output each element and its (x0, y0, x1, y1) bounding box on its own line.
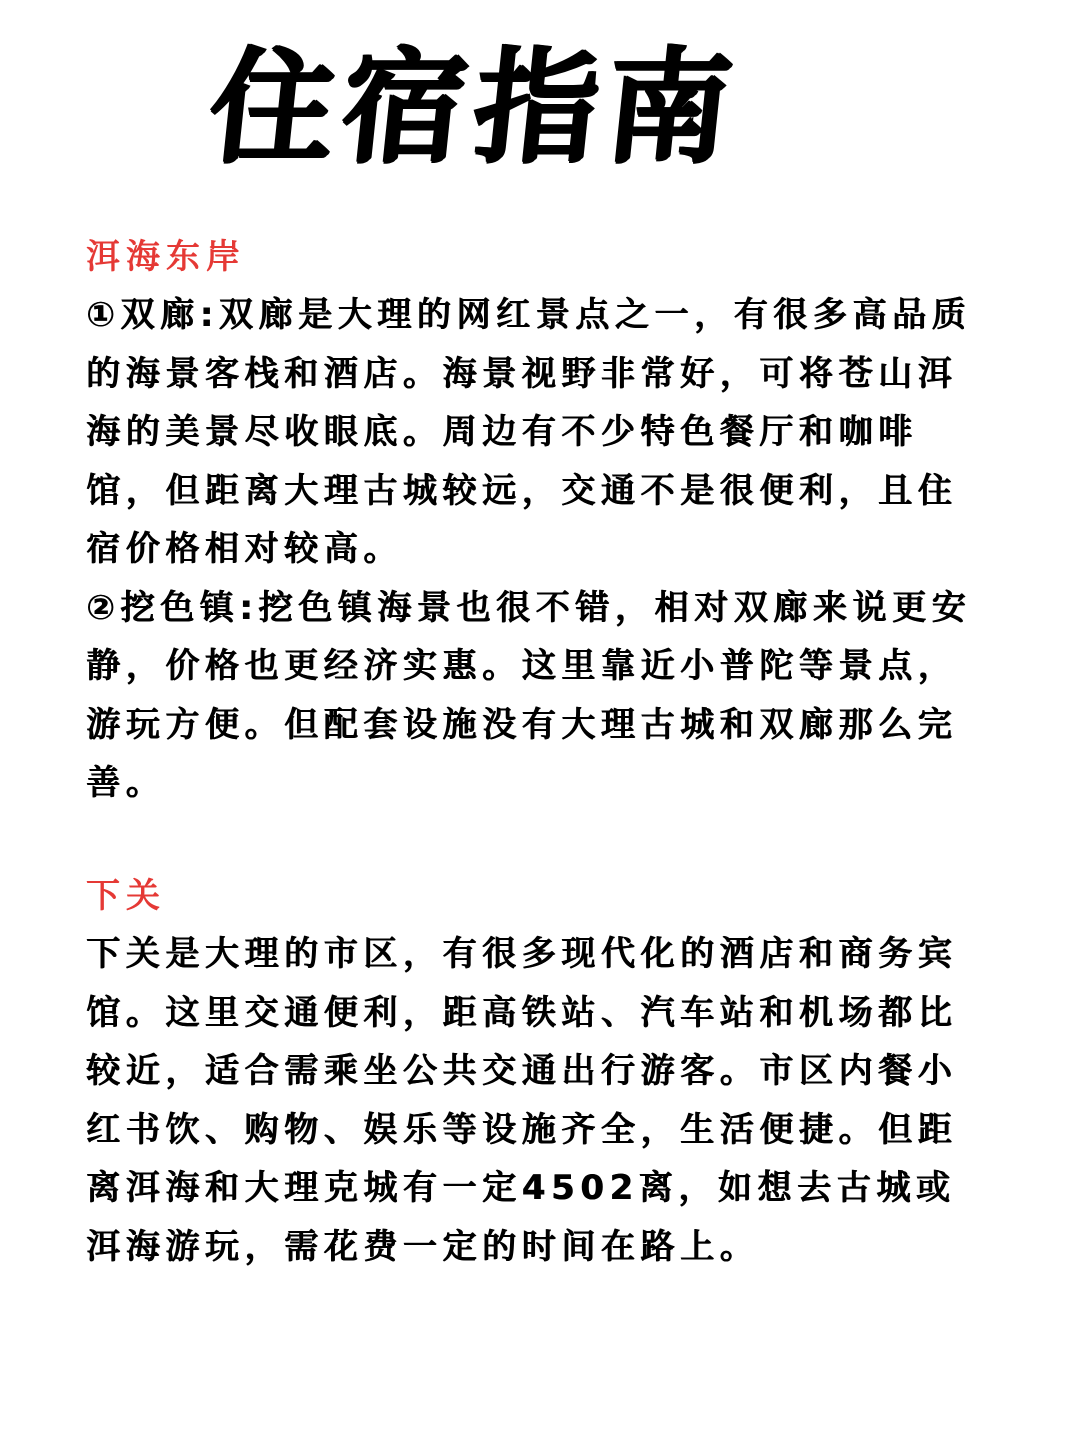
section-heading: 下关 (86, 876, 166, 916)
section-xiaguan (86, 867, 986, 1276)
section-heading: 洱海东岸 (86, 237, 246, 277)
page-title: 住宿指南 (202, 35, 746, 180)
section-erhai-east-shore (86, 228, 986, 813)
paragraph-xiaguan: 下关是大理的市区，有很多现代化的酒店和商务宾馆。这里交通便利，距高铁站、汽车站和机场都比较近，适合需乘坐公共交通出行游客。市区内餐小红书饮、购物、娱乐等设施齐全，生活便捷。但距离洱海和大理克城有一定4502离，如想去古城或洱海游玩，需花费一定的时间在路上。 (86, 934, 958, 1267)
paragraph-wase: ②挖色镇:挖色镇海景也很不错，相对双廊来说更安静，价格也更经济实惠。这里靠近小普陀等景点，游玩方便。但配套设施没有大理古城和双廊那么完善。 (86, 587, 972, 803)
paragraph-shuanglang: ①双廊:双廊是大理的网红景点之一，有很多高品质的海景客栈和酒店。海景视野非常好，可将苍山洱海的美景尽收眼底。周边有不少特色餐厅和咖啡馆，但距离大理古城较远，交通不是很便利，且住宿价格相对较高。 (86, 295, 972, 569)
